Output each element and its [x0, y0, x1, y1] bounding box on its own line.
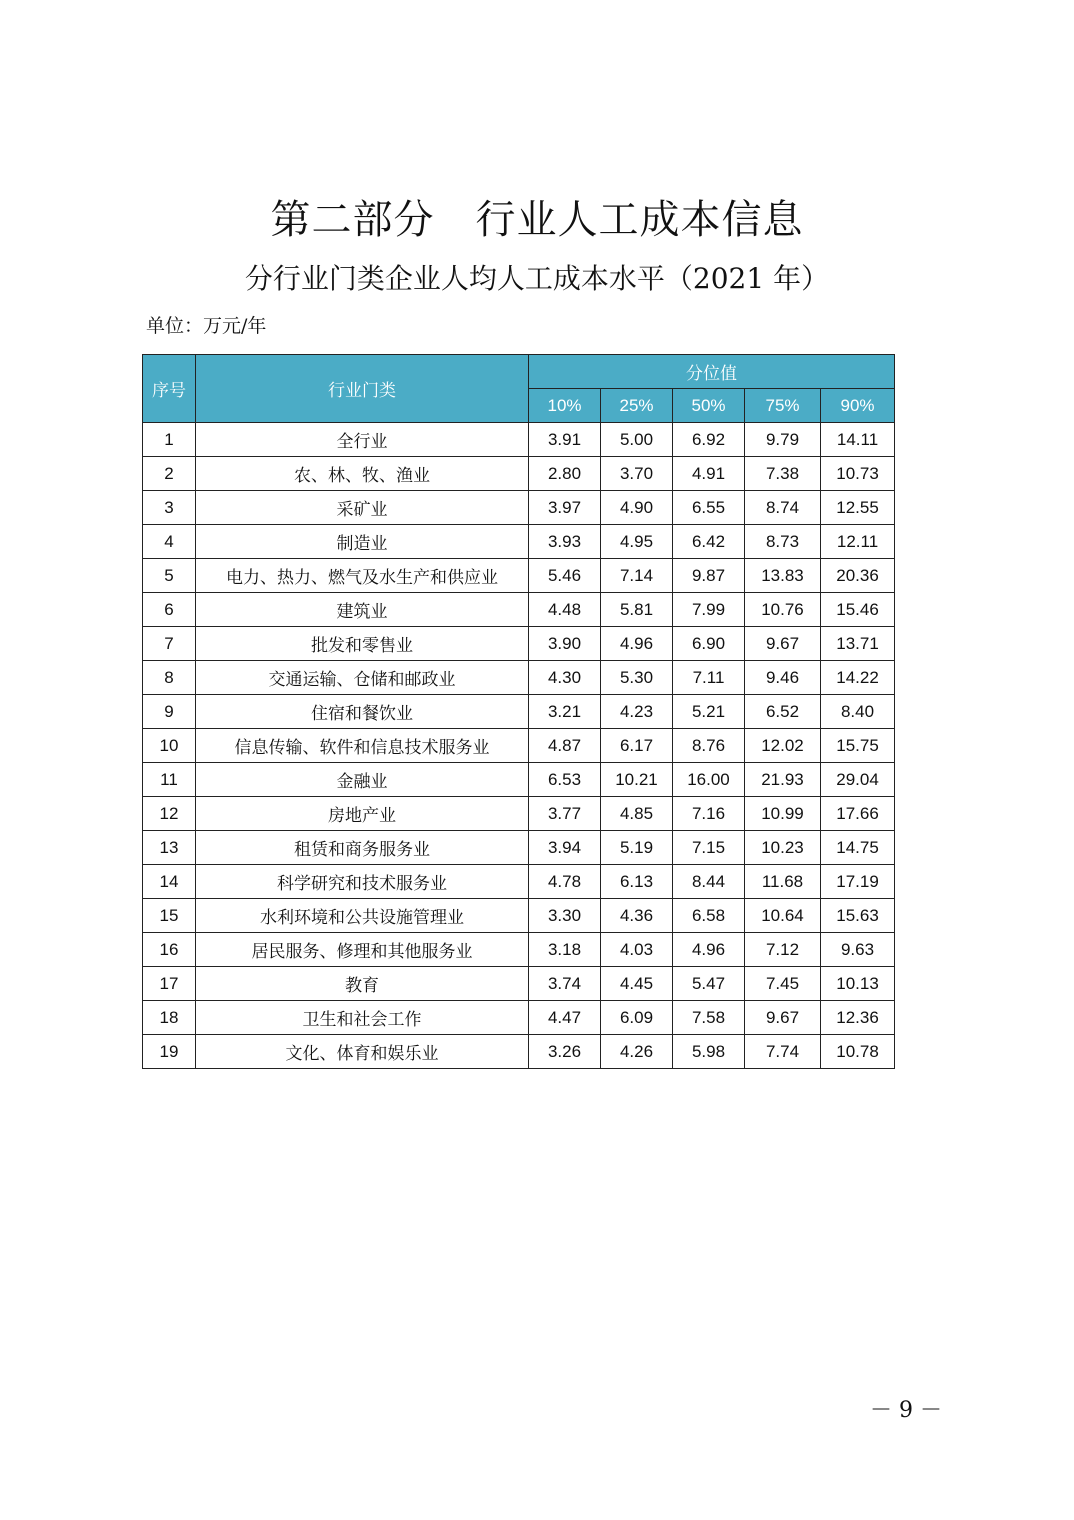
page-number: － 9 －: [870, 1398, 942, 1423]
row-value-p75: 7.74: [745, 1035, 821, 1069]
row-value-p75: 7.12: [745, 933, 821, 967]
row-value-p25: 4.85: [601, 797, 673, 831]
row-value-p75: 21.93: [745, 763, 821, 797]
row-seq: 4: [143, 525, 196, 559]
row-industry: 交通运输、仓储和邮政业: [196, 661, 529, 695]
row-seq: 5: [143, 559, 196, 593]
row-value-p10: 3.77: [529, 797, 601, 831]
row-seq: 1: [143, 423, 196, 457]
table-row: [143, 865, 895, 899]
row-industry: 采矿业: [196, 491, 529, 525]
row-value-p25: 4.90: [601, 491, 673, 525]
row-value-p10: 3.91: [529, 423, 601, 457]
row-seq: 7: [143, 627, 196, 661]
row-value-p75: 10.99: [745, 797, 821, 831]
row-value-p90: 12.11: [821, 525, 895, 559]
row-value-p75: 8.74: [745, 491, 821, 525]
row-value-p75: 9.79: [745, 423, 821, 457]
row-value-p10: 4.87: [529, 729, 601, 763]
row-value-p90: 15.46: [821, 593, 895, 627]
table-header: [143, 355, 895, 423]
row-value-p90: 17.66: [821, 797, 895, 831]
row-seq: 14: [143, 865, 196, 899]
row-value-p50: 7.15: [673, 831, 745, 865]
table-row: [143, 491, 895, 525]
table-row: [143, 831, 895, 865]
table-row: [143, 525, 895, 559]
row-seq: 3: [143, 491, 196, 525]
row-industry: 金融业: [196, 763, 529, 797]
header-row-1: [143, 355, 895, 389]
row-industry: 教育: [196, 967, 529, 1001]
row-value-p25: 4.03: [601, 933, 673, 967]
row-value-p25: 5.00: [601, 423, 673, 457]
row-seq: 15: [143, 899, 196, 933]
row-industry: 制造业: [196, 525, 529, 559]
row-value-p10: 4.30: [529, 661, 601, 695]
header-seq: 序号: [143, 355, 196, 423]
row-value-p10: 4.48: [529, 593, 601, 627]
table-row: [143, 899, 895, 933]
row-value-p50: 7.58: [673, 1001, 745, 1035]
row-value-p50: 7.16: [673, 797, 745, 831]
row-industry: 居民服务、修理和其他服务业: [196, 933, 529, 967]
row-value-p10: 2.80: [529, 457, 601, 491]
row-value-p90: 14.11: [821, 423, 895, 457]
row-value-p90: 12.55: [821, 491, 895, 525]
row-seq: 6: [143, 593, 196, 627]
unit-label: 单位：万元/年: [146, 315, 267, 337]
header-p90: 90%: [821, 389, 895, 423]
row-industry: 建筑业: [196, 593, 529, 627]
row-seq: 10: [143, 729, 196, 763]
row-seq: 8: [143, 661, 196, 695]
row-value-p50: 6.92: [673, 423, 745, 457]
row-value-p90: 14.22: [821, 661, 895, 695]
table-row: [143, 627, 895, 661]
row-seq: 19: [143, 1035, 196, 1069]
row-value-p50: 6.42: [673, 525, 745, 559]
table-row: [143, 593, 895, 627]
row-value-p50: 8.44: [673, 865, 745, 899]
row-industry: 全行业: [196, 423, 529, 457]
row-value-p75: 10.64: [745, 899, 821, 933]
row-value-p90: 17.19: [821, 865, 895, 899]
row-value-p10: 3.93: [529, 525, 601, 559]
row-value-p50: 4.91: [673, 457, 745, 491]
row-value-p75: 6.52: [745, 695, 821, 729]
row-industry: 文化、体育和娱乐业: [196, 1035, 529, 1069]
row-seq: 18: [143, 1001, 196, 1035]
row-value-p50: 9.87: [673, 559, 745, 593]
row-value-p50: 6.90: [673, 627, 745, 661]
row-value-p50: 7.99: [673, 593, 745, 627]
row-value-p90: 10.73: [821, 457, 895, 491]
row-value-p75: 11.68: [745, 865, 821, 899]
row-value-p25: 6.17: [601, 729, 673, 763]
row-value-p10: 3.94: [529, 831, 601, 865]
row-value-p25: 6.09: [601, 1001, 673, 1035]
table-row: [143, 1001, 895, 1035]
row-value-p10: 3.26: [529, 1035, 601, 1069]
row-industry: 卫生和社会工作: [196, 1001, 529, 1035]
row-value-p50: 5.47: [673, 967, 745, 1001]
row-seq: 11: [143, 763, 196, 797]
row-value-p10: 4.47: [529, 1001, 601, 1035]
row-value-p90: 14.75: [821, 831, 895, 865]
row-industry: 电力、热力、燃气及水生产和供应业: [196, 559, 529, 593]
table-row: [143, 423, 895, 457]
row-value-p50: 5.21: [673, 695, 745, 729]
row-seq: 17: [143, 967, 196, 1001]
row-value-p90: 9.63: [821, 933, 895, 967]
row-value-p50: 7.11: [673, 661, 745, 695]
row-value-p50: 6.55: [673, 491, 745, 525]
table-row: [143, 661, 895, 695]
row-value-p10: 3.74: [529, 967, 601, 1001]
row-value-p10: 3.21: [529, 695, 601, 729]
industry-cost-table: [142, 354, 895, 1069]
row-seq: 2: [143, 457, 196, 491]
table-row: [143, 695, 895, 729]
row-value-p90: 12.36: [821, 1001, 895, 1035]
row-value-p90: 10.13: [821, 967, 895, 1001]
row-value-p75: 7.45: [745, 967, 821, 1001]
row-value-p25: 5.30: [601, 661, 673, 695]
row-value-p10: 3.18: [529, 933, 601, 967]
row-value-p50: 8.76: [673, 729, 745, 763]
row-value-p25: 6.13: [601, 865, 673, 899]
table-row: [143, 797, 895, 831]
row-seq: 9: [143, 695, 196, 729]
row-value-p25: 4.26: [601, 1035, 673, 1069]
row-seq: 12: [143, 797, 196, 831]
table-body: [143, 423, 895, 1069]
row-value-p75: 12.02: [745, 729, 821, 763]
row-value-p25: 3.70: [601, 457, 673, 491]
row-value-p90: 13.71: [821, 627, 895, 661]
table-row: [143, 457, 895, 491]
row-industry: 信息传输、软件和信息技术服务业: [196, 729, 529, 763]
row-value-p25: 4.96: [601, 627, 673, 661]
row-value-p90: 8.40: [821, 695, 895, 729]
row-industry: 房地产业: [196, 797, 529, 831]
row-value-p10: 3.30: [529, 899, 601, 933]
row-value-p25: 10.21: [601, 763, 673, 797]
row-value-p10: 3.97: [529, 491, 601, 525]
row-industry: 农、林、牧、渔业: [196, 457, 529, 491]
row-value-p90: 15.63: [821, 899, 895, 933]
row-value-p75: 8.73: [745, 525, 821, 559]
row-value-p75: 9.67: [745, 1001, 821, 1035]
header-industry: 行业门类: [196, 355, 529, 423]
row-value-p25: 5.19: [601, 831, 673, 865]
row-value-p90: 10.78: [821, 1035, 895, 1069]
row-value-p50: 4.96: [673, 933, 745, 967]
table-row: [143, 933, 895, 967]
row-value-p50: 16.00: [673, 763, 745, 797]
row-value-p75: 10.76: [745, 593, 821, 627]
row-value-p75: 10.23: [745, 831, 821, 865]
row-value-p50: 5.98: [673, 1035, 745, 1069]
row-value-p25: 4.45: [601, 967, 673, 1001]
header-p75: 75%: [745, 389, 821, 423]
header-p25: 25%: [601, 389, 673, 423]
row-value-p25: 4.95: [601, 525, 673, 559]
row-industry: 住宿和餐饮业: [196, 695, 529, 729]
row-value-p25: 7.14: [601, 559, 673, 593]
row-value-p50: 6.58: [673, 899, 745, 933]
row-value-p75: 9.46: [745, 661, 821, 695]
row-value-p10: 6.53: [529, 763, 601, 797]
page-title: 第二部分 行业人工成本信息: [270, 197, 804, 243]
row-value-p25: 5.81: [601, 593, 673, 627]
table-row: [143, 729, 895, 763]
row-value-p25: 4.36: [601, 899, 673, 933]
table-row: [143, 1035, 895, 1069]
header-p50: 50%: [673, 389, 745, 423]
row-value-p75: 9.67: [745, 627, 821, 661]
row-value-p90: 20.36: [821, 559, 895, 593]
row-seq: 13: [143, 831, 196, 865]
row-value-p10: 4.78: [529, 865, 601, 899]
row-industry: 批发和零售业: [196, 627, 529, 661]
row-industry: 租赁和商务服务业: [196, 831, 529, 865]
header-percentile-group: 分位值: [529, 355, 895, 389]
row-seq: 16: [143, 933, 196, 967]
row-value-p90: 29.04: [821, 763, 895, 797]
header-p10: 10%: [529, 389, 601, 423]
row-value-p75: 7.38: [745, 457, 821, 491]
table-title: 分行业门类企业人均人工成本水平（2021 年）: [244, 262, 830, 295]
row-value-p10: 5.46: [529, 559, 601, 593]
table-row: [143, 763, 895, 797]
row-value-p75: 13.83: [745, 559, 821, 593]
row-value-p90: 15.75: [821, 729, 895, 763]
row-value-p10: 3.90: [529, 627, 601, 661]
table-row: [143, 559, 895, 593]
table-row: [143, 967, 895, 1001]
row-industry: 科学研究和技术服务业: [196, 865, 529, 899]
row-value-p25: 4.23: [601, 695, 673, 729]
row-industry: 水利环境和公共设施管理业: [196, 899, 529, 933]
